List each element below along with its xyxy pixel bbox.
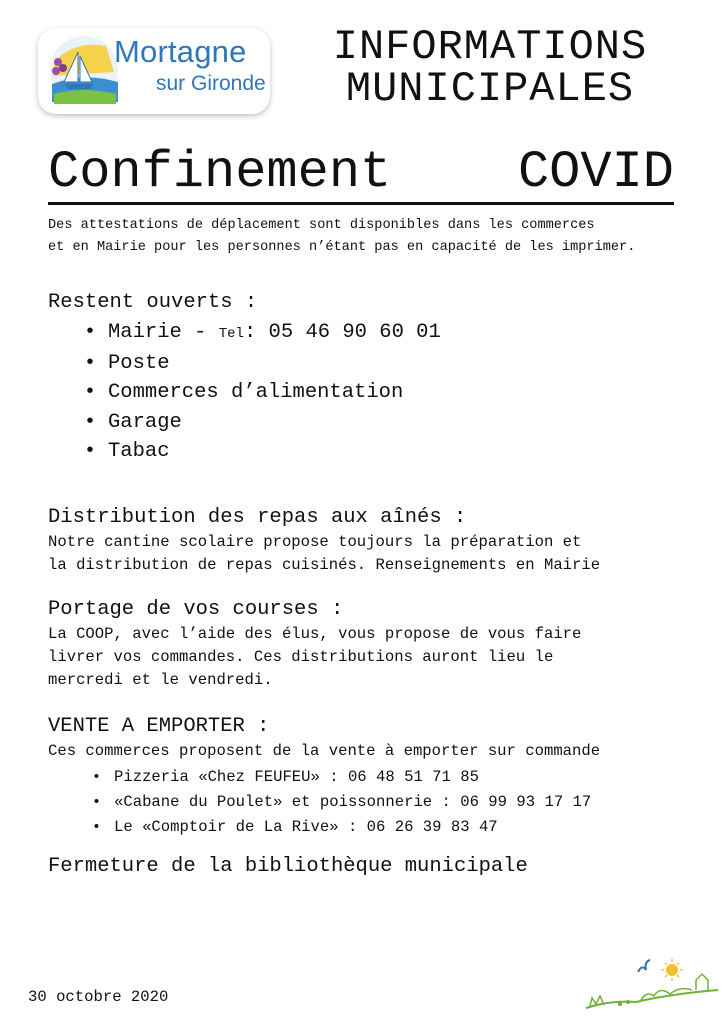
header-title bbox=[290, 23, 690, 113]
sailboat-emblem-icon bbox=[44, 32, 124, 112]
repas-heading: Distribution des repas aux aînés : bbox=[48, 506, 467, 529]
list-item bbox=[84, 318, 441, 349]
page-title-left: Confinement bbox=[48, 143, 392, 202]
list-item bbox=[84, 349, 441, 378]
bullet-icon: • bbox=[84, 321, 97, 344]
bullet-icon: • bbox=[92, 794, 102, 811]
open-heading: Restent ouverts : bbox=[48, 291, 258, 314]
logo-name: Mortagne bbox=[114, 34, 247, 69]
tel-label: Tel bbox=[218, 326, 244, 342]
bullet-icon: • bbox=[84, 352, 97, 376]
open-list bbox=[84, 318, 441, 466]
intro-paragraph bbox=[48, 215, 688, 259]
list-item-label: Commerces d’alimentation bbox=[108, 381, 404, 405]
list-item-label: «Cabane du Poulet» et poissonnerie : 06 99 93 17 17 bbox=[114, 793, 592, 811]
paragraph-line: la distribution de repas cuisinés. Renseignements en Mairie bbox=[48, 556, 601, 574]
page-title-right: COVID bbox=[517, 143, 674, 202]
list-item-label: Garage bbox=[108, 410, 182, 434]
list-item bbox=[84, 437, 441, 466]
municipality-logo bbox=[38, 28, 270, 114]
bullet-icon: • bbox=[84, 410, 97, 434]
vente-heading: VENTE A EMPORTER : bbox=[48, 715, 270, 738]
intro-line: Des attestations de déplacement sont disponibles dans les commerces bbox=[48, 218, 595, 233]
header-line-2: MUNICIPALES bbox=[345, 65, 635, 113]
courses-heading: Portage de vos courses : bbox=[48, 598, 344, 621]
title-divider bbox=[48, 202, 674, 205]
bullet-icon: • bbox=[84, 381, 97, 405]
list-item bbox=[84, 408, 441, 437]
paragraph-line: livrer vos commandes. Ces distributions auront lieu le bbox=[48, 648, 554, 666]
repas-paragraph bbox=[48, 531, 698, 577]
paragraph-line: La COOP, avec l’aide des élus, vous propose de vous faire bbox=[48, 625, 582, 643]
closing-notice: Fermeture de la bibliothèque municipale bbox=[48, 855, 528, 878]
list-item bbox=[92, 790, 591, 815]
vente-intro: Ces commerces proposent de la vente à emporter sur commande bbox=[48, 742, 601, 760]
list-item-label: Le «Comptoir de La Rive» : 06 26 39 83 47 bbox=[114, 818, 498, 836]
courses-paragraph bbox=[48, 623, 698, 692]
list-item-label: Tabac bbox=[108, 439, 170, 463]
list-item-label: Pizzeria «Chez FEUFEU» : 06 48 51 71 85 bbox=[114, 768, 479, 786]
bullet-icon: • bbox=[84, 439, 97, 463]
list-item bbox=[84, 378, 441, 407]
header-line-1: INFORMATIONS bbox=[332, 23, 648, 71]
mairie-label: Mairie - bbox=[108, 321, 207, 344]
document-date: 30 octobre 2020 bbox=[28, 988, 169, 1006]
list-item bbox=[92, 765, 591, 790]
page-title bbox=[48, 144, 674, 202]
vente-list bbox=[92, 765, 591, 840]
paragraph-line: Notre cantine scolaire propose toujours la préparation et bbox=[48, 533, 582, 551]
paragraph-line: mercredi et le vendredi. bbox=[48, 671, 273, 689]
list-item-label: Poste bbox=[108, 352, 170, 376]
bullet-icon: • bbox=[92, 769, 102, 786]
landscape-decoration-icon bbox=[580, 950, 720, 1016]
mairie-phone: : 05 46 90 60 01 bbox=[243, 321, 441, 344]
logo-subtitle: sur Gironde bbox=[156, 72, 266, 95]
bullet-icon: • bbox=[92, 819, 102, 836]
list-item bbox=[92, 815, 591, 840]
intro-line: et en Mairie pour les personnes n’étant pas en capacité de les imprimer. bbox=[48, 240, 636, 255]
